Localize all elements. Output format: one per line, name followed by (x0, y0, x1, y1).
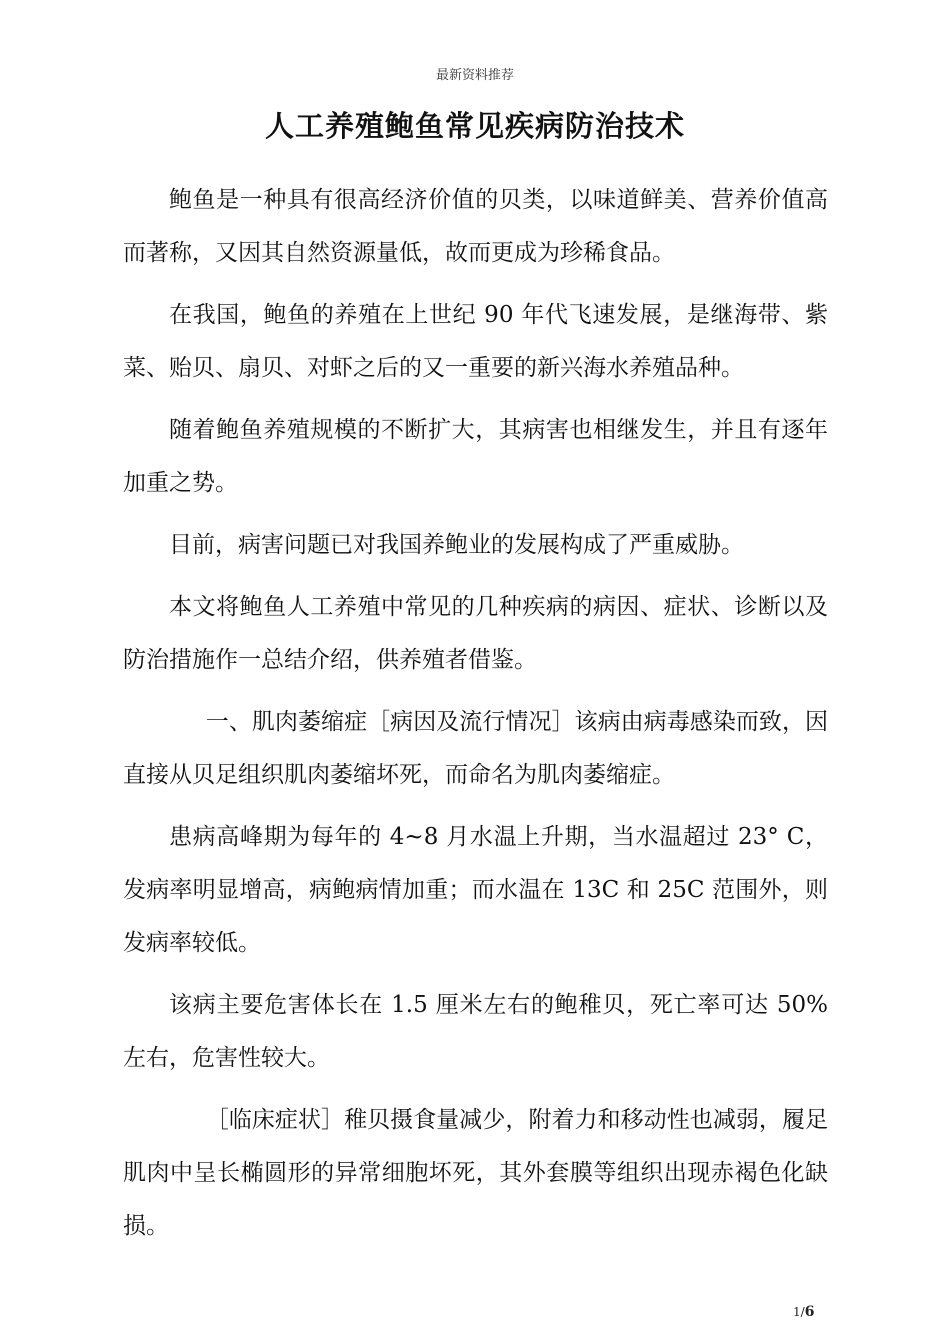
header-note: 最新资料推荐 (435, 68, 514, 83)
paragraph-section-1: 一、肌肉萎缩症［病因及流行情况］该病由病毒感染而致，因直接从贝足组织肌肉萎缩坏死，而命名为肌肉萎缩症。 (123, 709, 828, 788)
paragraph-mortality: 该病主要危害体长在 1.5 厘米左右的鲍稚贝，死亡率可达 50%左右，危害性较大。 (123, 992, 828, 1071)
paragraph-intro: 鲍鱼是一种具有很高经济价值的贝类，以味道鲜美、营养价值高而著称，又因其自然资源量低，故而更成为珍稀食品。 (123, 187, 828, 266)
paragraph-threat: 目前，病害问题已对我国养鲍业的发展构成了严重威胁。 (169, 532, 744, 558)
paragraph-symptoms: ［临床症状］稚贝摄食量减少，附着力和移动性也减弱，履足肌肉中呈长椭圆形的异常细胞坏死，其外套膜等组织出现赤褐色化缺损。 (123, 1107, 828, 1239)
paragraph-growth: 随着鲍鱼养殖规模的不断扩大，其病害也相继发生，并且有逐年加重之势。 (123, 417, 828, 496)
page-number (793, 1304, 814, 1320)
paragraph-purpose: 本文将鲍鱼人工养殖中常见的几种疾病的病因、症状、诊断以及防治措施作一总结介绍，供养殖者借鉴。 (123, 594, 828, 673)
page-total: 6 (804, 1304, 815, 1320)
paragraph-peak-period: 患病高峰期为每年的 4~8 月水温上升期，当水温超过 23° C，发病率明显增高，病鲍病情加重；而水温在 13C 和 25C 范围外，则发病率较低。 (123, 824, 828, 956)
document-title: 人工养殖鲍鱼常见疾病防治技术 (264, 109, 685, 143)
paragraph-history: 在我国，鲍鱼的养殖在上世纪 90 年代飞速发展，是继海带、紫菜、贻贝、扇贝、对虾之后的又一重要的新兴海水养殖品种。 (123, 302, 828, 381)
page-current: 1/ (793, 1305, 805, 1319)
document-body (123, 174, 828, 1262)
